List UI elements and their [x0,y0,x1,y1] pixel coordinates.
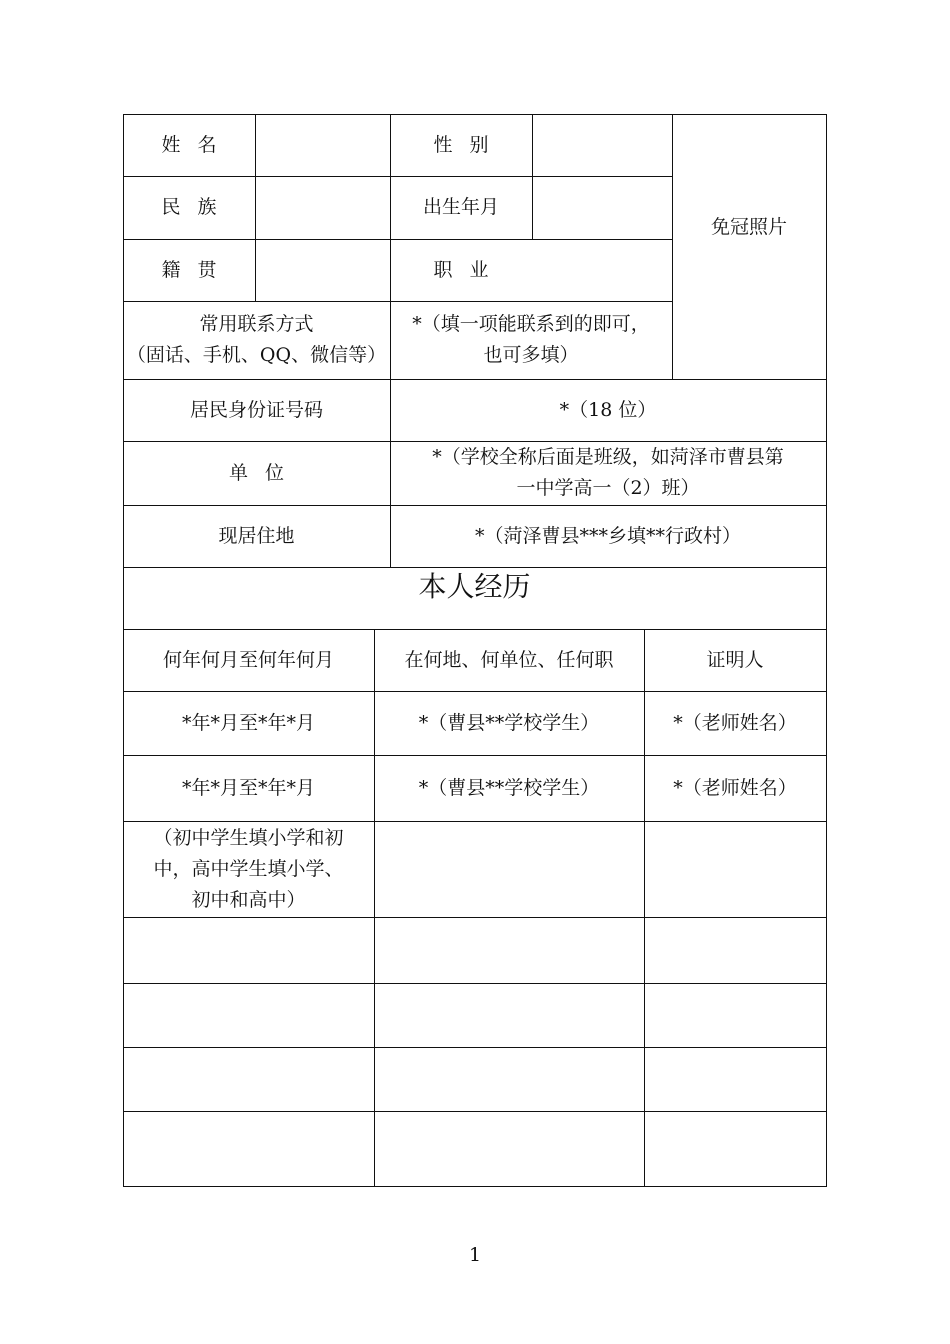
row6-position[interactable] [374,1047,644,1111]
note-line3: 初中和高中） [191,888,306,911]
contact-hint-line1: *（填一项能联系到的即可， [412,313,650,335]
name-label: 姓名 [161,133,234,156]
row4-period[interactable] [123,917,374,983]
header-witness: 证明人 [706,648,764,671]
contact-label: 常用联系方式 [199,313,314,335]
application-form [123,114,826,1186]
contact-label-note: （固话、手机、QQ、微信等） [126,344,387,366]
row5-witness[interactable] [644,983,826,1047]
row6-witness[interactable] [644,1047,826,1111]
id-field[interactable]: *（18 位） [559,398,657,421]
row6-period[interactable] [123,1047,374,1111]
native-place-label: 籍贯 [161,258,234,281]
page-number: 1 [468,1244,482,1266]
gender-label: 性别 [433,133,506,156]
unit-hint-line2: 一中学高一（2）班） [516,477,700,499]
photo-label: 免冠照片 [710,216,787,238]
experience-title: 本人经历 [418,569,531,603]
row2-period[interactable]: *年*月至*年*月 [181,776,315,799]
address-label: 现居住地 [218,524,295,547]
address-field[interactable]: *（菏泽曹县***乡填**行政村） [474,524,741,547]
contact-hint-line2: 也可多填） [483,344,579,366]
gender-field[interactable] [532,114,672,176]
row1-period[interactable]: *年*月至*年*月 [181,711,315,734]
row7-position[interactable] [374,1111,644,1186]
row1-position[interactable]: *（曹县**学校学生） [418,711,600,734]
occupation-field[interactable] [532,239,672,301]
note-line1: （初中学生填小学和初 [153,826,344,849]
row5-period[interactable] [123,983,374,1047]
photo-box [672,114,826,379]
occupation-label: 职业 [433,258,506,281]
row7-witness[interactable] [644,1111,826,1186]
unit-field[interactable] [390,441,826,505]
ethnicity-field[interactable] [255,176,390,239]
row4-witness[interactable] [644,917,826,983]
row4-position[interactable] [374,917,644,983]
note-line2: 中，高中学生填小学、 [153,857,344,880]
unit-hint-line1: *（学校全称后面是班级，如菏泽市曹县第 [432,446,784,468]
ethnicity-label: 民族 [161,196,234,218]
row2-position[interactable]: *（曹县**学校学生） [418,776,600,799]
header-period: 何年何月至何年何月 [162,648,334,671]
row5-position[interactable] [374,983,644,1047]
row2-witness[interactable]: *（老师姓名） [673,776,797,799]
id-label: 居民身份证号码 [189,398,323,421]
row7-period[interactable] [123,1111,374,1186]
birth-label: 出生年月 [422,196,499,218]
native-place-field[interactable] [255,239,390,301]
row3-period-note[interactable] [123,821,374,917]
header-position: 在何地、何单位、任何职 [404,648,614,671]
unit-label: 单位 [228,461,302,484]
contact-label-cell [123,301,390,379]
row3-witness[interactable] [644,821,826,917]
contact-field[interactable] [390,301,672,379]
name-field[interactable] [255,114,390,176]
birth-field[interactable] [532,176,672,239]
row1-witness[interactable]: *（老师姓名） [673,711,797,734]
row3-position[interactable] [374,821,644,917]
